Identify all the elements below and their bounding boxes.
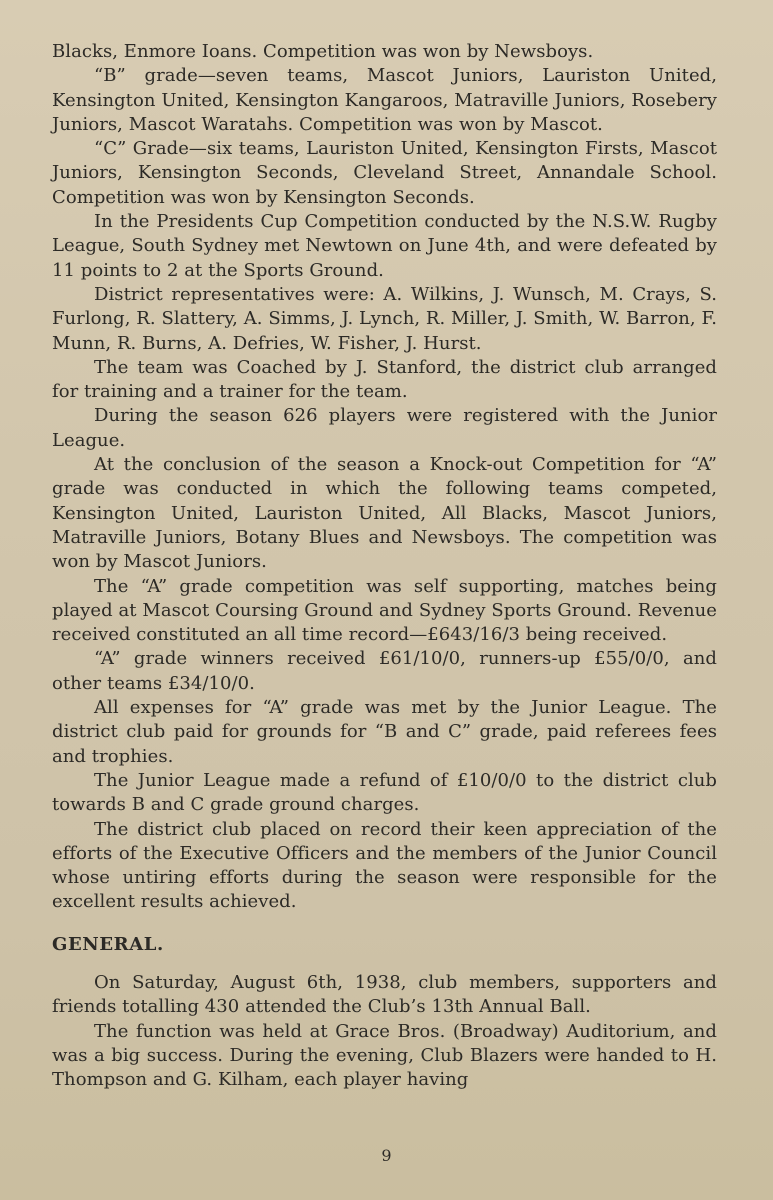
paragraph: The Junior League made a refund of £10/0/0 to the district club towards B and C grade ground charges. [52, 769, 717, 816]
paragraphs-before-heading [52, 40, 717, 915]
paragraph: District representatives were: A. Wilkins, J. Wunsch, M. Crays, S. Furlong, R. Slattery, A. Simms, J. Lynch, R. Miller, J. Smith, W. Barron, F. Munn, R. Burns, A. Defries, W. Fisher, J. Hurst. [52, 283, 717, 354]
paragraph: The district club placed on record their keen appreciation of the efforts of the Executive Officers and the members of the Junior Council whose untiring efforts during the season were responsible for the excellent results achieved. [52, 818, 717, 913]
page-number: 9 [381, 1146, 392, 1165]
paragraph: In the Presidents Cup Competition conducted by the N.S.W. Rugby League, South Sydney met Newtown on June 4th, and were defeated by 11 points to 2 at the Sports Ground. [52, 211, 717, 281]
paragraph: The team was Coached by J. Stanford, the district club arranged for training and a trainer for the team. [52, 356, 717, 403]
paragraph: During the season 626 players were registered with the Junior League. [52, 405, 717, 451]
paragraph: “C” Grade—six teams, Lauriston United, Kensington Firsts, Mascot Juniors, Kensington Seconds, Cleveland Street, Annandale School. Competition was won by Kensington Seconds. [52, 138, 717, 208]
paragraph: Blacks, Enmore Ioans. Competition was won by Newsboys. [52, 41, 594, 62]
section-heading: GENERAL. [52, 933, 164, 955]
paragraph: “A” grade winners received £61/10/0, runners-up £55/0/0, and other teams £34/10/0. [52, 648, 717, 694]
body-text [52, 40, 717, 1092]
paragraph: “B” grade—seven teams, Mascot Juniors, Lauriston United, Kensington United, Kensington Kangaroos, Matraville Juniors, Rosebery Juniors, Mascot Waratahs. Competition was won by Mascot. [52, 65, 717, 135]
paragraph: At the conclusion of the season a Knock-out Competition for “A” grade was conducted in which the following teams competed, Kensington United, Lauriston United, All Blacks, Mascot Juniors, Matraville Juniors, Botany Blues and Newsboys. The competition was won by Mascot Juniors. [52, 454, 717, 573]
paragraphs-after-heading [52, 971, 717, 1092]
paragraph: All expenses for “A” grade was met by the Junior League. The district club paid for grounds for “B and C” grade, paid referees fees and trophies. [52, 697, 717, 767]
paragraph: The function was held at Grace Bros. (Broadway) Auditorium, and was a big success. During the evening, Club Blazers were handed to H. Thompson and G. Kilham, each player having [52, 1020, 717, 1091]
paragraph: On Saturday, August 6th, 1938, club members, supporters and friends totalling 430 attended the Club’s 13th Annual Ball. [52, 971, 717, 1018]
paragraph: The “A” grade competition was self supporting, matches being played at Mascot Coursing Ground and Sydney Sports Ground. Revenue received constituted an all time record—£643/16/3 being received. [52, 575, 717, 646]
